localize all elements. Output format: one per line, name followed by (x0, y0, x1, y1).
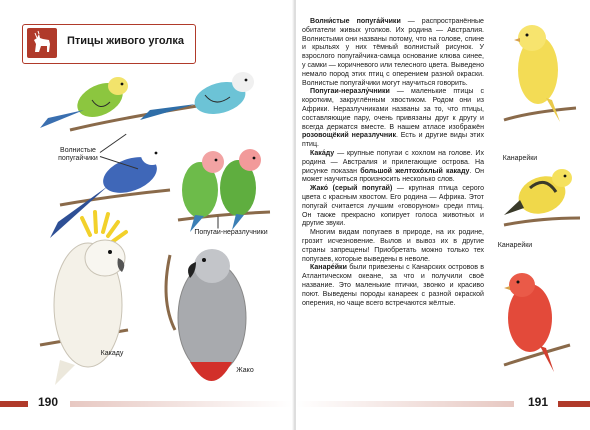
footer-gradient-left (70, 401, 292, 407)
label-grey-parrot: Жако (236, 367, 254, 374)
lovebirds (182, 149, 261, 232)
page-number-right: 191 (528, 395, 549, 409)
bird-illustrations-left (0, 0, 294, 400)
footer-gradient-right (296, 401, 514, 407)
left-page (0, 0, 294, 430)
canary-yellow-1 (514, 25, 560, 122)
label-budgies: Волнистые попугайчики (58, 147, 98, 162)
label-canaries-2: Канарейки (497, 242, 533, 249)
page-number-left: 190 (38, 395, 59, 409)
footer-bar-right (558, 401, 590, 407)
grey-parrot (178, 249, 246, 381)
label-cockatoo: Какаду (100, 350, 124, 357)
canary-yellow-2 (504, 169, 572, 220)
label-canaries-1: Канарейки (502, 155, 538, 162)
paragraph-lovebirds: Попугаи-неразлу́чники — маленькие птицы с коротким, закруглённым хвостиком. Родом они из Африки. Неразлучниками названы за то, что птицы, составляющие пару, очень привязаны друг к другу и всегда держатся вместе. В нашем атласе изображён розовощёкий неразлучник. Есть и другие виды этих птиц. (302, 88, 484, 149)
paragraph-canaries: Канаре́йки были привезены с Канарских островов в Атлантическом океане, за что и получили своё название. Это маленькие птички, звонко и красиво поют. Выведены породы канареек с разной окраской оперения, но чаще всего встречаются жёлтые. (302, 264, 484, 307)
paragraph-warning: Многим видам попугаев в природе, на их родине, грозит исчезновение. Вылов и вывоз их в другие страны запрещены! Приобретать можно только тех попугаев, которые выведены в неволе. (302, 229, 484, 263)
label-lovebirds: Попугаи-неразлучники (194, 229, 268, 236)
paragraph-budgies: Волни́стые попуга́йчики — распространённые обитатели живых уголков. Их родина — Австралия. Волнистыми они названы потому, что на голове, спине и крыльях у них тёмный волнистый рисунок. У взрослого попугайчика-самца основание клюва синее, у самки — коричневого или телесного цвета. Выведено немало пород этих птиц с оперением разной окраски. Волнистые попугайчики могут научиться говорить. (302, 18, 484, 87)
footer-bar-left (0, 401, 28, 407)
blue-budgie-top (140, 72, 254, 120)
cockatoo (54, 212, 126, 385)
leader-lovebirds (218, 217, 219, 229)
article-text (302, 18, 484, 308)
section-title: Птицы живого уголка (67, 35, 184, 47)
paragraph-cockatoo: Кака́ду — крупные попугаи с хохлом на голове. Их родина — Австралия и прилегающие острова. На рисунке показан большой желтохо́хлый какаду. Он может научиться произносить несколько слов. (302, 149, 484, 184)
paragraph-grey-parrot: Жако́ (серый попугай) — крупная птица серого цвета с красным хвостом. Его родина — Африка. Этот попугай считается лучшим «говоруном» среди птиц. Он также прекрасно копирует голоса животных и другие звуки. (302, 185, 485, 228)
bird-illustrations-right (490, 0, 590, 395)
